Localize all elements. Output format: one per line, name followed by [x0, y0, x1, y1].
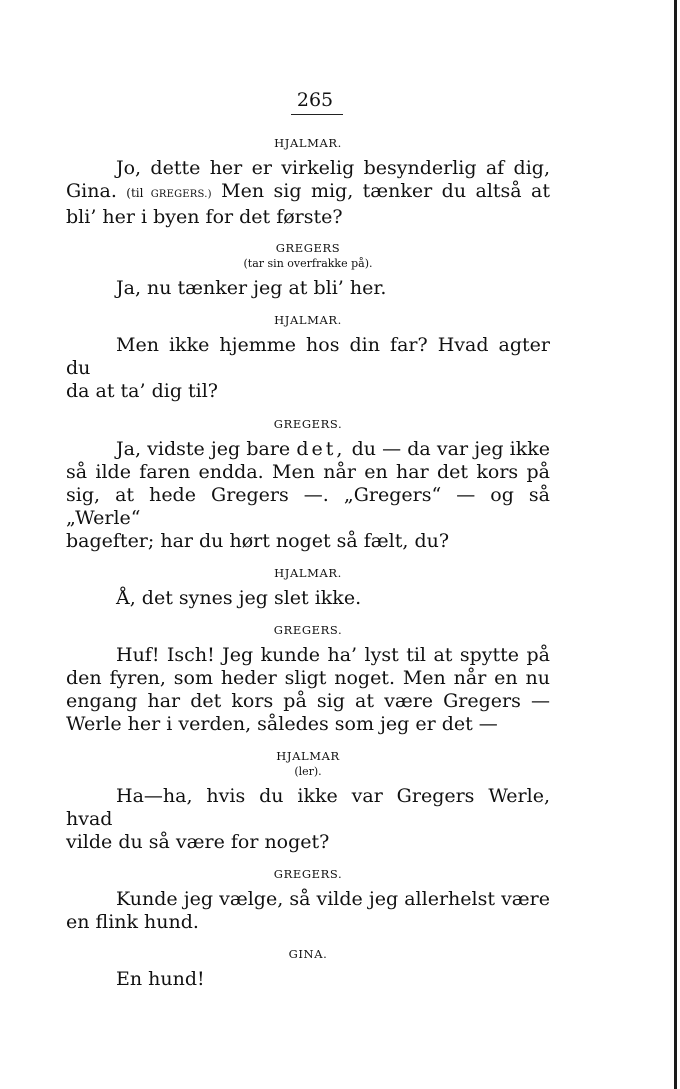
dialogue-block — [66, 866, 550, 934]
speech-line: Å, det synes jeg slet ikke. — [116, 587, 362, 609]
speech-line: en flink hund. — [66, 911, 199, 933]
speech-line: sig, at hede Gregers —. „Gregers“ — og så „Werle“ — [66, 484, 550, 529]
speech-line: Ha—ha, hvis du ikke var Gregers Werle, hvad — [66, 785, 550, 830]
speech-line: Werle her i verden, således som jeg er det — — [66, 713, 498, 735]
dialogue-block — [66, 622, 550, 736]
stage-direction: (tar sin overfrakke på). — [243, 257, 373, 270]
speaker-name: GREGERS. — [273, 623, 343, 637]
speech-line: så ilde faren endda. Men når en har det kors på — [66, 461, 550, 483]
speech-line: Ja, nu tænker jeg at bli’ her. — [116, 277, 387, 299]
speech-text — [66, 157, 550, 229]
speech-fragment: Gina. — [66, 180, 117, 202]
dialogue-block — [66, 416, 550, 553]
page-edge — [674, 0, 677, 1089]
speech-line: Kunde jeg vælge, så vilde jeg allerhelst være — [116, 888, 550, 910]
dialogue-block — [66, 946, 550, 991]
speaker-name: GINA. — [288, 947, 328, 961]
speech-fragment: Ja, vidste jeg bare — [116, 438, 291, 460]
speech-line — [66, 180, 550, 206]
speech-text — [66, 438, 550, 553]
stage-direction: (ler). — [294, 765, 322, 778]
emphasized-word: det, — [296, 438, 346, 460]
speech-line: vilde du så være for noget? — [66, 831, 330, 853]
speech-text — [66, 888, 550, 934]
speech-fragment: Men sig mig, tænker du altså at — [221, 180, 550, 202]
speech-text — [66, 587, 550, 610]
speech-text — [66, 277, 550, 300]
stage-character-name: GREGERS.) — [150, 189, 212, 200]
speech-line: Huf! Isch! Jeg kunde ha’ lyst til at spytte på — [116, 644, 550, 666]
book-page — [66, 88, 550, 991]
speech-text — [66, 968, 550, 991]
speech-line: den fyren, som heder sligt noget. Men når en nu — [66, 667, 550, 689]
speech-text — [66, 644, 550, 736]
dialogue-block — [66, 135, 550, 229]
speech-line: En hund! — [116, 968, 205, 990]
speaker-name: HJALMAR — [276, 749, 340, 763]
page-number-rule — [291, 114, 343, 115]
speaker-name: HJALMAR. — [274, 566, 342, 580]
speech-line: da at ta’ dig til? — [66, 380, 218, 402]
speech-line: bagefter; har du hørt noget så fælt, du? — [66, 530, 450, 552]
speech-text — [66, 785, 550, 854]
speech-fragment: du — da var jeg ikke — [351, 438, 550, 460]
speech-line: Jo, dette her er virkelig besynderlig af dig, — [116, 157, 550, 179]
page-number: 265 — [296, 89, 334, 111]
speaker-name: GREGERS. — [273, 417, 343, 431]
speaker-name: GREGERS — [275, 241, 341, 255]
dialogue-block — [66, 565, 550, 610]
speaker-name: HJALMAR. — [274, 136, 342, 150]
stage-fragment: (til — [126, 186, 144, 200]
dialogue-block — [66, 312, 550, 403]
dialogue-block — [66, 748, 550, 854]
stage-direction-inline — [126, 186, 211, 200]
speaker-name: HJALMAR. — [274, 313, 342, 327]
speech-line: engang har det kors på sig at være Gregers — — [66, 690, 550, 712]
speech-line: Men ikke hjemme hos din far? Hvad agter du — [66, 334, 550, 379]
speech-line — [66, 438, 550, 461]
speech-line: bli’ her i byen for det første? — [66, 206, 343, 228]
speaker-name: GREGERS. — [273, 867, 343, 881]
dialogue-block — [66, 240, 550, 300]
speech-text — [66, 334, 550, 403]
